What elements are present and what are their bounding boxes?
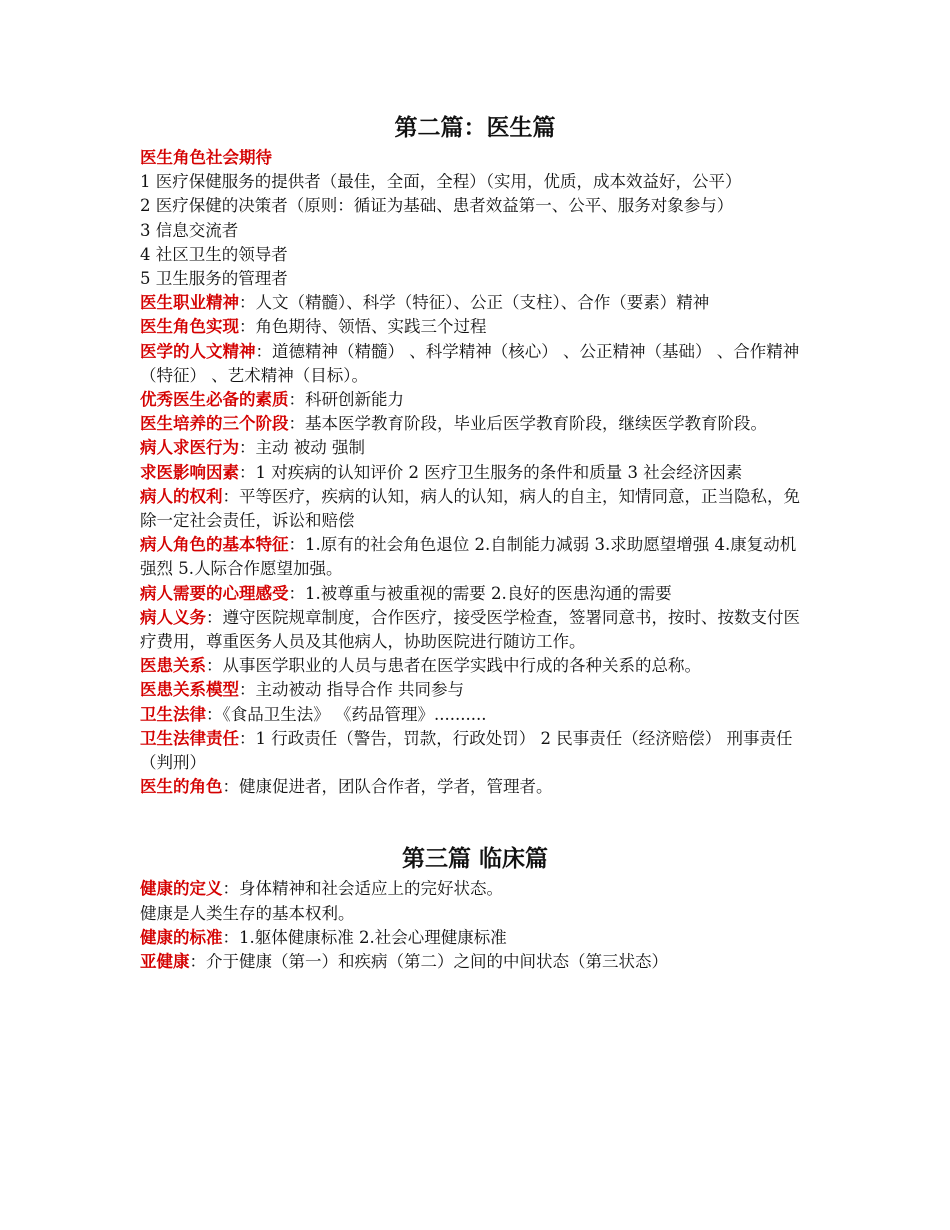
- term-label: 医生的角色: [140, 777, 223, 797]
- text-line: [140, 243, 810, 267]
- term-label: 优秀医生必备的素质: [140, 390, 289, 410]
- term-label: 病人需要的心理感受: [140, 583, 289, 603]
- text-line: [140, 436, 810, 460]
- term-description: 3 信息交流者: [140, 220, 239, 240]
- text-line: [140, 485, 810, 533]
- term-label: 健康的定义: [140, 879, 223, 899]
- section-title-doctor: 第二篇：医生篇: [394, 115, 556, 141]
- text-line: [140, 388, 810, 412]
- text-line: [140, 727, 810, 775]
- term-label: 病人义务: [140, 607, 206, 627]
- term-label: 健康的标准: [140, 927, 223, 947]
- term-description: 5 卫生服务的管理者: [140, 269, 288, 289]
- text-line: [140, 775, 810, 799]
- text-line: [140, 606, 810, 654]
- text-line: [140, 340, 810, 388]
- text-line: [140, 461, 810, 485]
- text-line: [140, 412, 810, 436]
- term-label: 医患关系模型: [140, 680, 239, 700]
- text-line: [140, 315, 810, 339]
- term-description: ：主动被动 指导合作 共同参与: [239, 680, 464, 700]
- term-description: ：介于健康（第一）和疾病（第二）之间的中间状态（第三状态）: [189, 952, 668, 972]
- term-label: 医生培养的三个阶段: [140, 414, 289, 434]
- term-description: ：1.原有的社会角色退位 2.自制能力减弱 3.求助愿望增强 4.康复动机强烈 5.人际合作愿望加强。: [140, 535, 797, 579]
- term-description: ：科研创新能力: [288, 390, 404, 410]
- term-description: 2 医疗保健的决策者（原则：循证为基础、患者效益第一、公平、服务对象参与）: [140, 196, 734, 216]
- term-label: 卫生法律: [140, 704, 206, 724]
- text-line: [140, 902, 810, 926]
- text-line: [140, 267, 810, 291]
- text-line: [140, 678, 810, 702]
- text-line: [140, 950, 810, 974]
- text-line: [140, 926, 810, 950]
- term-description: ：人文（精髓）、科学（特征）、公正（支柱）、合作（要素）精神: [239, 293, 710, 313]
- term-label: 病人角色的基本特征: [140, 535, 289, 555]
- term-label: 医学的人文精神: [140, 341, 256, 361]
- term-description: 健康是人类生存的基本权利。: [140, 903, 355, 923]
- term-label: 亚健康: [140, 952, 190, 972]
- term-description: ：道德精神（精髓） 、科学精神（核心） 、公正精神（基础） 、合作精神（特征） 、艺术精神（目标）。: [140, 341, 800, 385]
- text-line: [140, 194, 810, 218]
- term-label: 医生角色社会期待: [140, 148, 272, 167]
- section-body-clinical: [140, 877, 810, 974]
- term-description: ：从事医学职业的人员与患者在医学实践中行成的各种关系的总称。: [206, 656, 701, 676]
- term-description: ：1 行政责任（警告，罚款，行政处罚） 2 民事责任（经济赔偿） 刑事责任（判刑）: [140, 728, 793, 773]
- term-description: ：主动 被动 强制: [239, 438, 365, 458]
- term-description: ：基本医学教育阶段，毕业后医学教育阶段，继续医学教育阶段。: [288, 414, 767, 434]
- text-line: [140, 703, 810, 727]
- term-label: 病人求医行为: [140, 438, 239, 458]
- document-page: [140, 110, 810, 974]
- term-label: 求医影响因素: [140, 462, 239, 482]
- section-title-clinical: 第三篇 临床篇: [401, 846, 548, 873]
- text-line: [140, 219, 810, 243]
- section-body-doctor: [140, 146, 810, 799]
- term-description: ：平等医疗，疾病的认知，病人的认知，病人的自主，知情同意，正当隐私，免除一定社会责任，诉讼和赔偿: [140, 486, 800, 531]
- term-label: 卫生法律责任: [140, 728, 239, 748]
- term-description: 4 社区卫生的领导者: [140, 244, 288, 264]
- term-label: 医生角色实现: [140, 317, 239, 337]
- term-description: ：健康促进者，团队合作者，学者，管理者。: [222, 777, 553, 797]
- term-description: ：1 对疾病的认知评价 2 医疗卫生服务的条件和质量 3 社会经济因素: [239, 462, 743, 482]
- text-line: [140, 170, 810, 194]
- text-line: [140, 582, 810, 606]
- term-label: 医患关系: [140, 656, 206, 676]
- term-label: 医生职业精神: [140, 293, 239, 313]
- text-line: [140, 533, 810, 581]
- term-description: ：角色期待、领悟、实践三个过程: [239, 317, 487, 337]
- term-description: ：《食品卫生法》 《药品管理》..........: [206, 704, 487, 724]
- text-line: [140, 654, 810, 678]
- term-description: ：1.躯体健康标准 2.社会心理健康标准: [222, 927, 507, 947]
- text-line: [140, 146, 810, 170]
- term-description: 1 医疗保健服务的提供者（最佳，全面，全程）（实用，优质，成本效益好，公平）: [140, 172, 742, 192]
- term-description: ：遵守医院规章制度，合作医疗，接受医学检查，签署同意书，按时、按数支付医疗费用，尊重医务人员及其他病人，协助医院进行随访工作。: [140, 607, 800, 652]
- term-description: ：身体精神和社会适应上的完好状态。: [222, 879, 503, 899]
- text-line: [140, 291, 810, 315]
- term-description: ：1.被尊重与被重视的需要 2.良好的医患沟通的需要: [288, 583, 672, 603]
- text-line: [140, 877, 810, 901]
- term-label: 病人的权利: [140, 486, 223, 506]
